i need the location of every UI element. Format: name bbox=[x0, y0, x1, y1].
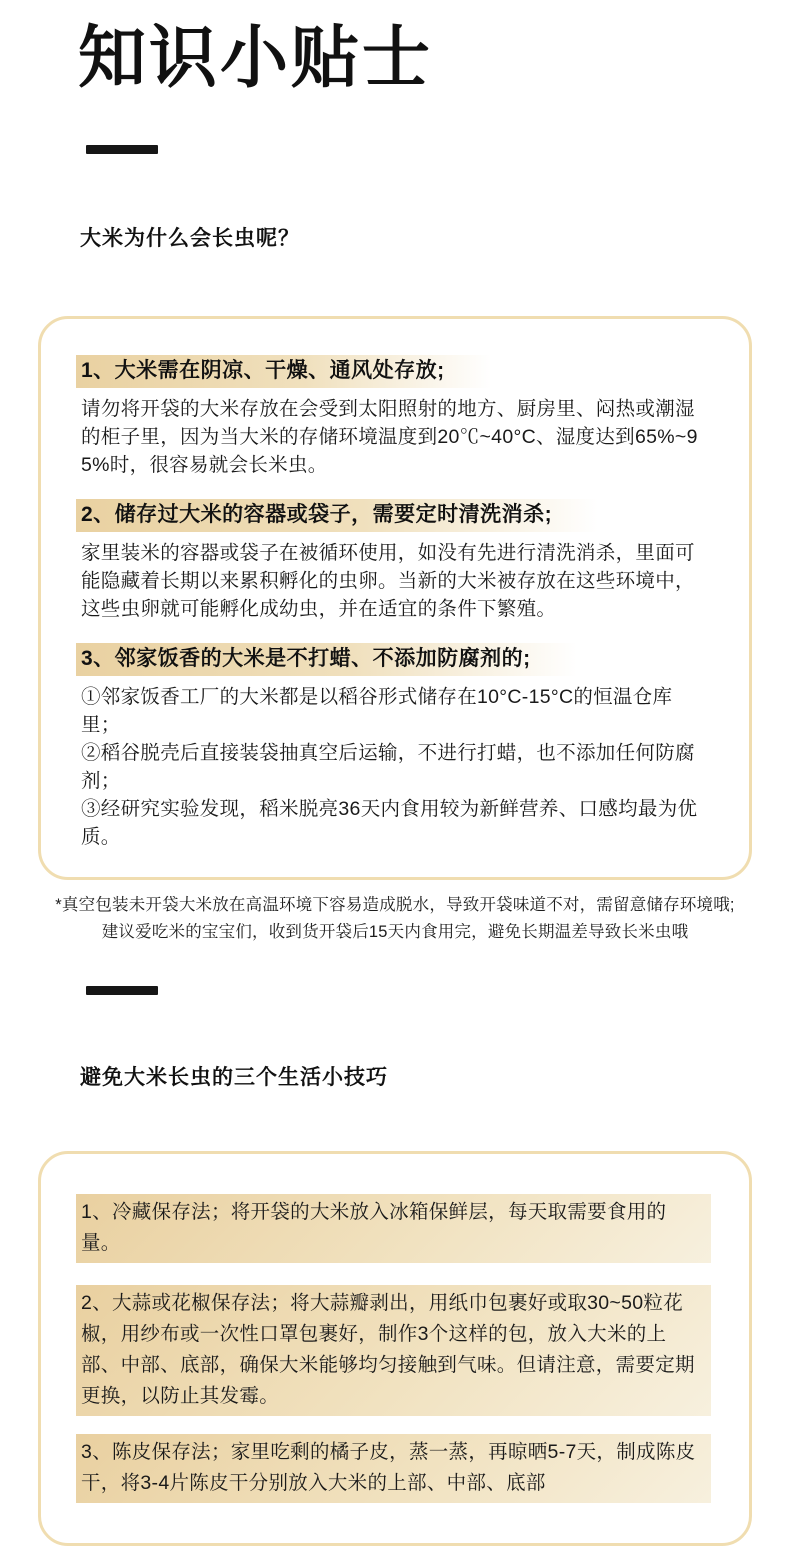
section2-heading: 避免大米长虫的三个生活小技巧 bbox=[80, 1066, 388, 1089]
card1-item1-body: 请勿将开袋的大米存放在会受到太阳照射的地方、厨房里、闷热或潮湿的柜子里，因为当大米的存储环境温度到20℃~40°C、湿度达到65%~95%时，很容易就会长米虫。 bbox=[81, 398, 698, 476]
section1-heading: 大米为什么会长虫呢？ bbox=[80, 227, 300, 250]
divider-dash-2 bbox=[86, 986, 158, 995]
card1-item3-body bbox=[81, 683, 711, 851]
section2-card bbox=[38, 1151, 752, 1546]
card1-item-2 bbox=[81, 499, 711, 623]
vacuum-pack-footnote bbox=[0, 892, 790, 946]
page-title: 知识小贴士 bbox=[78, 20, 434, 96]
footnote-line-1: *真空包装未开袋大米放在高温环境下容易造成脱水，导致开袋味道不对，需留意储存环境哦; bbox=[55, 896, 735, 914]
card1-item-1 bbox=[81, 355, 711, 479]
card1-item3-heading: 3、邻家饭香的大米是不打蜡、不添加防腐剂的; bbox=[76, 643, 577, 676]
card1-item2-heading: 2、储存过大米的容器或袋子，需要定时清洗消杀; bbox=[76, 499, 598, 532]
card1-item3-line-1: ①邻家饭香工厂的大米都是以稻谷形式储存在10°C-15°C的恒温仓库里； bbox=[81, 686, 673, 736]
card1-item-3 bbox=[81, 643, 711, 851]
card2-tip-1: 1、冷藏保存法；将开袋的大米放入冰箱保鲜层，每天取需要食用的量。 bbox=[76, 1194, 711, 1263]
card1-item3-line-3: ③经研究实验发现，稻米脱亮36天内食用较为新鲜营养、口感均最为优质。 bbox=[81, 798, 698, 848]
divider-dash-1 bbox=[86, 145, 158, 154]
card1-item1-heading: 1、大米需在阴凉、干燥、通风处存放; bbox=[76, 355, 491, 388]
card1-item3-line-2: ②稻谷脱壳后直接装袋抽真空后运输，不进行打蜡，也不添加任何防腐剂； bbox=[81, 742, 695, 792]
card1-item2-body: 家里装米的容器或袋子在被循环使用，如没有先进行清洗消杀，里面可能隐藏着长期以来累积孵化的虫卵。当新的大米被存放在这些环境中，这些虫卵就可能孵化成幼虫，并在适宜的条件下繁殖。 bbox=[81, 542, 695, 620]
footnote-line-2: 建议爱吃米的宝宝们，收到货开袋后15天内食用完，避免长期温差导致长米虫哦 bbox=[101, 923, 689, 941]
card2-tip-2: 2、大蒜或花椒保存法；将大蒜瓣剥出，用纸巾包裹好或取30~50粒花椒，用纱布或一次性口罩包裹好，制作3个这样的包，放入大米的上部、中部、底部，确保大米能够均匀接触到气味。但请注意，需要定期更换，以防止其发霉。 bbox=[76, 1285, 711, 1416]
section1-card bbox=[38, 316, 752, 880]
card2-tip-3: 3、陈皮保存法；家里吃剩的橘子皮，蒸一蒸，再晾晒5-7天，制成陈皮干，将3-4片陈皮干分别放入大米的上部、中部、底部 bbox=[76, 1434, 711, 1503]
